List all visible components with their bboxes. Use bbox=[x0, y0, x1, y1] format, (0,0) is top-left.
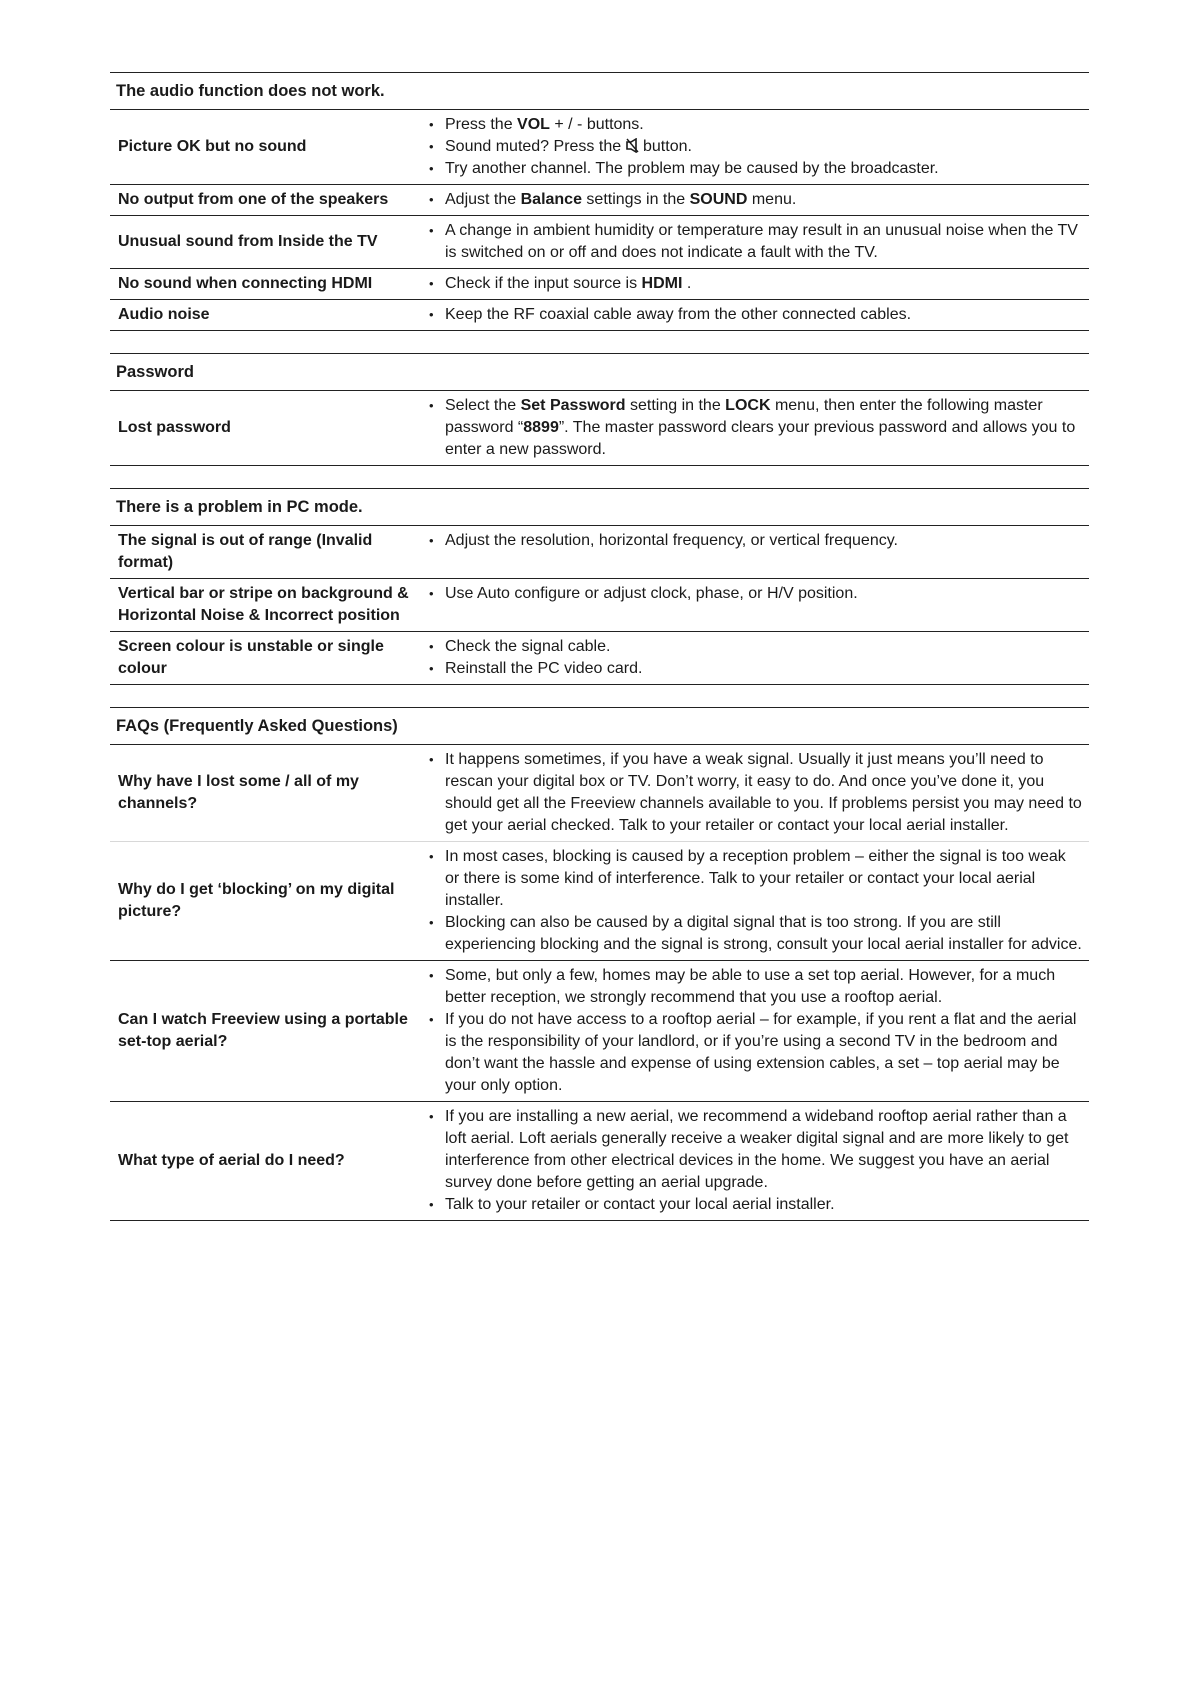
solution-cell bbox=[417, 185, 1089, 216]
answer-bullet: • It happens sometimes, if you have a weak signal. Usually it just means you’ll need to rescan your digital box or TV. Don’t worry, it easy to do. And once you’ve done it, you should get all the Freeview channels available to you. If problems persist you may need to get your aerial checked. Talk to your retailer or contact your local aerial installer. bbox=[425, 749, 1083, 837]
solution-cell bbox=[417, 300, 1089, 331]
section-heading-pc: There is a problem in PC mode. bbox=[110, 489, 1089, 526]
problem-label: Screen colour is unstable or single colour bbox=[110, 632, 417, 685]
solution-cell bbox=[417, 632, 1089, 685]
table-row bbox=[110, 632, 1089, 685]
table-row bbox=[110, 391, 1089, 466]
solution-cell bbox=[417, 216, 1089, 269]
solution-bullet: • Check if the input source is HDMI . bbox=[425, 273, 1083, 295]
solution-bullet: • Select the Set Password setting in the LOCK menu, then enter the following master password “8899”. The master password clears your previous password and allows you to enter a new password. bbox=[425, 395, 1083, 461]
problem-label: Unusual sound from Inside the TV bbox=[110, 216, 417, 269]
table-row bbox=[110, 185, 1089, 216]
solution-bullet: • A change in ambient humidity or temperature may result in an unusual noise when the TV is switched on or off and does not indicate a fault with the TV. bbox=[425, 220, 1083, 264]
table-row bbox=[110, 526, 1089, 579]
table-row bbox=[110, 216, 1089, 269]
problem-label: Vertical bar or stripe on background & Horizontal Noise & Incorrect position bbox=[110, 579, 417, 632]
solution-bullet: • Adjust the Balance settings in the SOUND menu. bbox=[425, 189, 1083, 211]
problem-label: No sound when connecting HDMI bbox=[110, 269, 417, 300]
solution-cell bbox=[417, 269, 1089, 300]
speaker-mute-icon bbox=[626, 138, 639, 153]
answer-bullet: • If you are installing a new aerial, we recommend a wideband rooftop aerial rather than a loft aerial. Loft aerials generally receive a weaker digital signal and are more likely to get interference from other electrical devices in the home. We suggest you have an aerial survey done before getting an aerial upgrade. bbox=[425, 1106, 1083, 1194]
answer-cell bbox=[417, 745, 1089, 842]
question-label: Why do I get ‘blocking’ on my digital picture? bbox=[110, 842, 417, 961]
section-heading-audio: The audio function does not work. bbox=[110, 73, 1089, 110]
solution-bullet: • Try another channel. The problem may be caused by the broadcaster. bbox=[425, 158, 1083, 180]
table-row bbox=[110, 745, 1089, 842]
solution-cell bbox=[417, 579, 1089, 632]
answer-bullet: • If you do not have access to a rooftop aerial – for example, if you rent a flat and the aerial is the responsibility of your landlord, or if you’re using a second TV in the bedroom and don’t want the hassle and expense of using extension cables, a set – top aerial may be your only option. bbox=[425, 1009, 1083, 1097]
table-row bbox=[110, 300, 1089, 331]
section-spacer bbox=[110, 466, 1089, 488]
table-row bbox=[110, 961, 1089, 1102]
problem-label: Picture OK but no sound bbox=[110, 110, 417, 185]
solution-bullet: • Adjust the resolution, horizontal frequency, or vertical frequency. bbox=[425, 530, 1083, 552]
question-label: Can I watch Freeview using a portable set-top aerial? bbox=[110, 961, 417, 1102]
faq-table bbox=[110, 707, 1089, 1221]
problem-label: Lost password bbox=[110, 391, 417, 466]
section-spacer bbox=[110, 331, 1089, 353]
answer-cell bbox=[417, 1102, 1089, 1221]
solution-bullet: • Use Auto configure or adjust clock, phase, or H/V position. bbox=[425, 583, 1083, 605]
solution-cell bbox=[417, 391, 1089, 466]
table-row bbox=[110, 110, 1089, 185]
problem-label: Audio noise bbox=[110, 300, 417, 331]
table-row bbox=[110, 842, 1089, 961]
audio-table bbox=[110, 72, 1089, 331]
table-row bbox=[110, 579, 1089, 632]
pc-mode-table bbox=[110, 488, 1089, 685]
section-heading-password: Password bbox=[110, 354, 1089, 391]
answer-cell bbox=[417, 961, 1089, 1102]
solution-cell bbox=[417, 110, 1089, 185]
section-heading-faq: FAQs (Frequently Asked Questions) bbox=[110, 708, 1089, 745]
table-row bbox=[110, 1102, 1089, 1221]
troubleshooting-page bbox=[110, 72, 1089, 1221]
password-table bbox=[110, 353, 1089, 466]
question-label: What type of aerial do I need? bbox=[110, 1102, 417, 1221]
solution-bullet: • Reinstall the PC video card. bbox=[425, 658, 1083, 680]
solution-bullet: • Sound muted? Press the button. bbox=[425, 136, 1083, 158]
section-spacer bbox=[110, 685, 1089, 707]
problem-label: The signal is out of range (Invalid format) bbox=[110, 526, 417, 579]
problem-label: No output from one of the speakers bbox=[110, 185, 417, 216]
solution-bullet: • Check the signal cable. bbox=[425, 636, 1083, 658]
answer-bullet: • Talk to your retailer or contact your local aerial installer. bbox=[425, 1194, 1083, 1216]
table-row bbox=[110, 269, 1089, 300]
solution-bullet: • Keep the RF coaxial cable away from the other connected cables. bbox=[425, 304, 1083, 326]
solution-bullet: • Press the VOL + / - buttons. bbox=[425, 114, 1083, 136]
solution-cell bbox=[417, 526, 1089, 579]
answer-cell bbox=[417, 842, 1089, 961]
answer-bullet: • Blocking can also be caused by a digital signal that is too strong. If you are still experiencing blocking and the signal is strong, consult your local aerial installer for advice. bbox=[425, 912, 1083, 956]
answer-bullet: • In most cases, blocking is caused by a reception problem – either the signal is too weak or there is some kind of interference. Talk to your retailer or contact your local aerial installer. bbox=[425, 846, 1083, 912]
answer-bullet: • Some, but only a few, homes may be able to use a set top aerial. However, for a much better reception, we strongly recommend that you use a rooftop aerial. bbox=[425, 965, 1083, 1009]
question-label: Why have I lost some / all of my channels? bbox=[110, 745, 417, 842]
